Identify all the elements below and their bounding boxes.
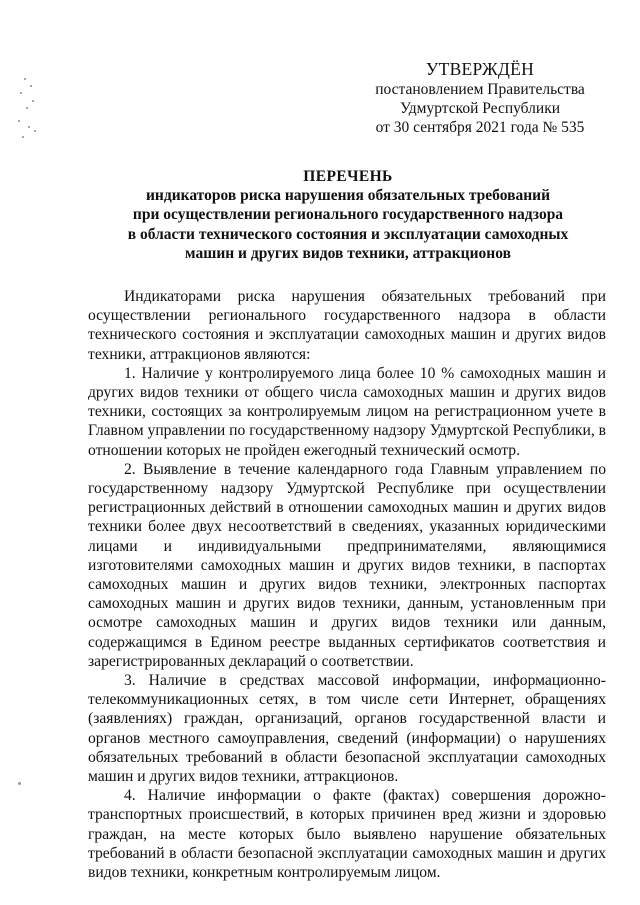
document-title-block xyxy=(88,167,608,263)
indicator-paragraph-4: 4. Наличие информации о факте (фактах) совершения дорожно-транспортных происшествий, в которых причинен вред жизни и здоровью граждан, на месте которых было выявлено нарушение обязательных требований в области безопасной эксплуатации самоходных машин и других видов техники, конкретным контролируемым лицом. xyxy=(88,787,606,882)
intro-paragraph: Индикаторами риска нарушения обязательных требований при осуществлении регионального государственного надзора в области технического состояния и эксплуатации самоходных машин и других видов техники, аттракционов являются: xyxy=(88,288,606,363)
document-body xyxy=(88,287,606,882)
indicator-paragraph-3: 3. Наличие в средствах массовой информации, информационно-телекоммуникационных сетях, в том числе сети Интернет, обращениях (заявлениях) граждан, организаций, органов государственной власти и органов местного самоуправления, сведений (информации) о нарушениях обязательных требований в области безопасной эксплуатации самоходных машин и других видов техники, аттракционов. xyxy=(88,672,606,786)
scan-artifact-marks xyxy=(14,70,44,150)
scan-artifact-dot xyxy=(18,782,21,785)
document-title: ПЕРЕЧЕНЬ xyxy=(303,168,393,185)
document-subtitle-line-3: в области технического состояния и эксплуатации самоходных xyxy=(127,225,569,243)
document-subtitle-line-4: машин и других видов техники, аттракционов xyxy=(185,244,511,262)
approval-line-3: от 30 сентября 2021 года № 535 xyxy=(375,119,585,136)
approval-line-2: Удмуртской Республики xyxy=(399,100,561,117)
document-subtitle-line-1: индикаторов риска нарушения обязательных требований xyxy=(146,187,550,205)
indicator-paragraph-2: 2. Выявление в течение календарного года Главным управлением по государственному надзору Удмуртской Республике при осуществлении регистрационных действий в отношении самоходных машин и других видов техники более двух несоответствий в сведениях, указанных юридическими лицами и индивидуальными предпринимателями, являющимися изготовителями самоходных машин и других видов техники, в паспортах самоходных машин и других видов техники, электронных паспортах самоходных машин и других видов техники, данным, установленным при осмотре самоходных машин и других видов техники или данным, содержащимся в Едином реестре выданных сертификатов соответствия и зарегистрированных деклараций о соответствии. xyxy=(88,460,606,670)
document-subtitle-line-2: при осуществлении регионального государственного надзора xyxy=(132,206,564,224)
approval-stamp-block xyxy=(360,60,600,137)
approval-heading: УТВЕРЖДЁН xyxy=(425,59,535,79)
indicator-paragraph-1: 1. Наличие у контролируемого лица более 10 % самоходных машин и других видов техники от общего числа самоходных машин и других видов техники, состоящих за контролируемым лицом на регистрационном учете в Главном управлении по государственному надзору Удмуртской Республики, в отношении которых не пройден ежегодный технический осмотр. xyxy=(88,364,606,459)
approval-line-1: постановлением Правительства xyxy=(375,81,585,98)
